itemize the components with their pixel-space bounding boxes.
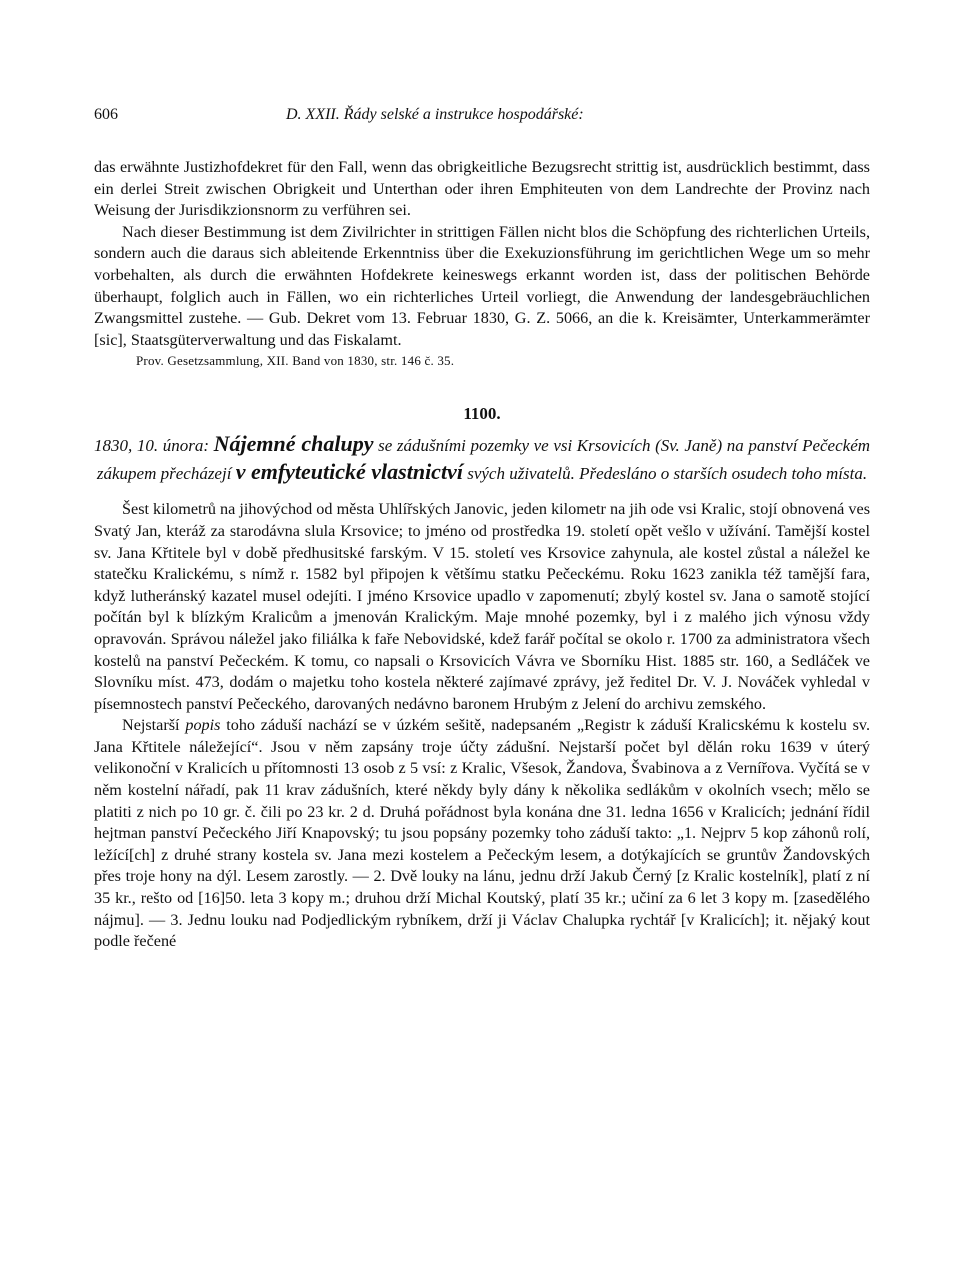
heading-date: 1830, 10. února: [94, 436, 210, 456]
heading-title: Nájemné chalupy [213, 431, 374, 457]
paragraph-2-italic: popis [185, 716, 221, 735]
source-note: Prov. Gesetzsammlung, XII. Band von 1830, str. 146 č. 35. [136, 353, 455, 369]
continuation-paragraph: das erwähnte Justizhofdekret für den Fall, wenn das obrigkeitliche Bezugsrecht strittig ist, ausdrücklich bestimmt, dass ein derlei Streit zwischen Obrigkeit und Unterthan oder ihren Emphiteuten von dem Landrechte der Provinz nach Weisung der Jurisdikzionsnorm zu verführen sei. [94, 158, 870, 220]
document-number: 1100. [463, 404, 501, 424]
document-page [94, 103, 870, 953]
czech-paragraph-1: Šest kilometrů na jihovýchod od města Uhlířských Janovic, jeden kilometr na jih ode vsi Kralic, stojí obnovená ves Svatý Jan, kteráž za starodávna slula Krsovice; to jméno od prostředka 19. století opět vešlo v užívání. Tamější kostel sv. Jana Křtitele byl v době předhusitské farským. V 15. století ves Krsovice zahynula, ale kostel zůstal a náležel ke statečku Kralickému, s nímž r. 1582 byl připojen k většímu statku Pečeckému. Roku 1623 zanikla též tamější fara, když lutheránský kazatel musel odejíti. I jméno Krsovice upadlo v zapomenutí; zbylý kostel sv. Jana o samotě stojící počítán byl k blízkým Kralicům a jmenován Kralickým. Maje mnohé pozemky, byl i z malého jich výnosu vždy opravován. Správou náležel jako filiálka k faře Nebovidské, kdež farář počítal se okolo r. 1700 za administratora všech kostelů na panství Pečeckém. K tomu, co napsali o Krsovicích Vávra ve Sborníku Hist. 1885 str. 160, a Sedláček ve Slovníku míst. 473, dodám o majetku toho kostela některé zajímavé zprávy, jež ředitel Dr. V. J. Nováček vyhledal v písemnostech panství Pečeckého, darovaných nedávno baronem Hrubým z Jelení do archivu zemského. [94, 500, 870, 713]
heading-emphasis: v emfyteutické vlastnictví [235, 459, 463, 485]
paragraph-2-text: toho záduší nachází se v úzkém sešitě, nadepsaném „Registr k záduší Kralicskému k kostelu sv. Jana Křtitele náležející“. Jsou v něm zapsány troje účty zádušní. Nejstarší počet byl dělán roku 1639 v úterý velikonoční v Kralicích u přítomnosti 13 osob z 5 vsí: z Kralic, Všesok, Žandova, Švabinova a z Vernířova. Vyčítá se v něm kostelní nářadí, pak 11 krav zádušních, které někdy byly dány k několika sedlákům v okolních vsech; mělo se platiti z nich po 10 gr. č. čili po 23 kr. 2 d. Druhá pořádnost byla konána dne 31. ledna 1656 v Kralicích; jednání řídil hejtman panství Pečeckého Jiří Knapovský; tu jsou popsány pozemky toho záduší takto: „1. Nejprv 5 kop záhonů rolí, ležící[ch] z druhé strany kostela sv. Jana mezi kostelem a Pečeckým lesem, a dotýkajících se gruntův Žandovských přes troje hony na dýl. Lesem zarostly. — 2. Dvě louky na lánu, jednu drží Jakub Černý [z Kralic kostelník], platí z ní 35 kr., rešto od [16]50. leta 3 kopy m.; druhou drží Michal Koutský, platí 35 kr.; učiní za 6 let 3 kopy m. [zasedělého nájmu]. — 3. Jednu louku nad Podjedlickým rybníkem, drží ji Václav Chalupka rychtář [v Kralicích]; it. nějaký kout podle řečené [94, 716, 870, 951]
running-header [94, 103, 870, 127]
document-heading [94, 431, 870, 487]
running-title: D. XXII. Řády selské a instrukce hospodářské: [286, 106, 584, 123]
german-paragraph: Nach dieser Bestimmung ist dem Zivilrichter in strittigen Fällen nicht blos die Schöpfung des richterlichen Urteils, sondern auch die daraus sich ableitende Erkenntniss über die Exekuzionsführung im gerichtlichen Wege um so mehr vorbehalten, als durch die erwähnten Hofdekrete keineswegs erkannt worden ist, dass der politischen Behörde überhaupt, folglich auch in Fällen, wo ein richterliches Urteil vorliegt, die Anwendung der landesgebräuchlichen Zwangsmittel zustehe. — Gub. Dekret vom 13. Februar 1830, G. Z. 5066, an die k. Kreisämter, Unterkammerämter [sic], Staatsgüterverwaltung und das Fiskalamt. [94, 222, 870, 349]
heading-text-1: se zádušními pozemky ve vsi Krsovicích (Sv. Janě) na panství Pečeckém zákupem přecházejí [96, 436, 871, 484]
paragraph-2-prefix: Nejstarší [122, 716, 180, 735]
czech-paragraph-2 [94, 715, 870, 953]
body-text [94, 157, 870, 953]
heading-text-2: svých uživatelů. Předesláno o starších osudech toho místa. [467, 464, 868, 484]
page-number: 606 [94, 106, 118, 123]
